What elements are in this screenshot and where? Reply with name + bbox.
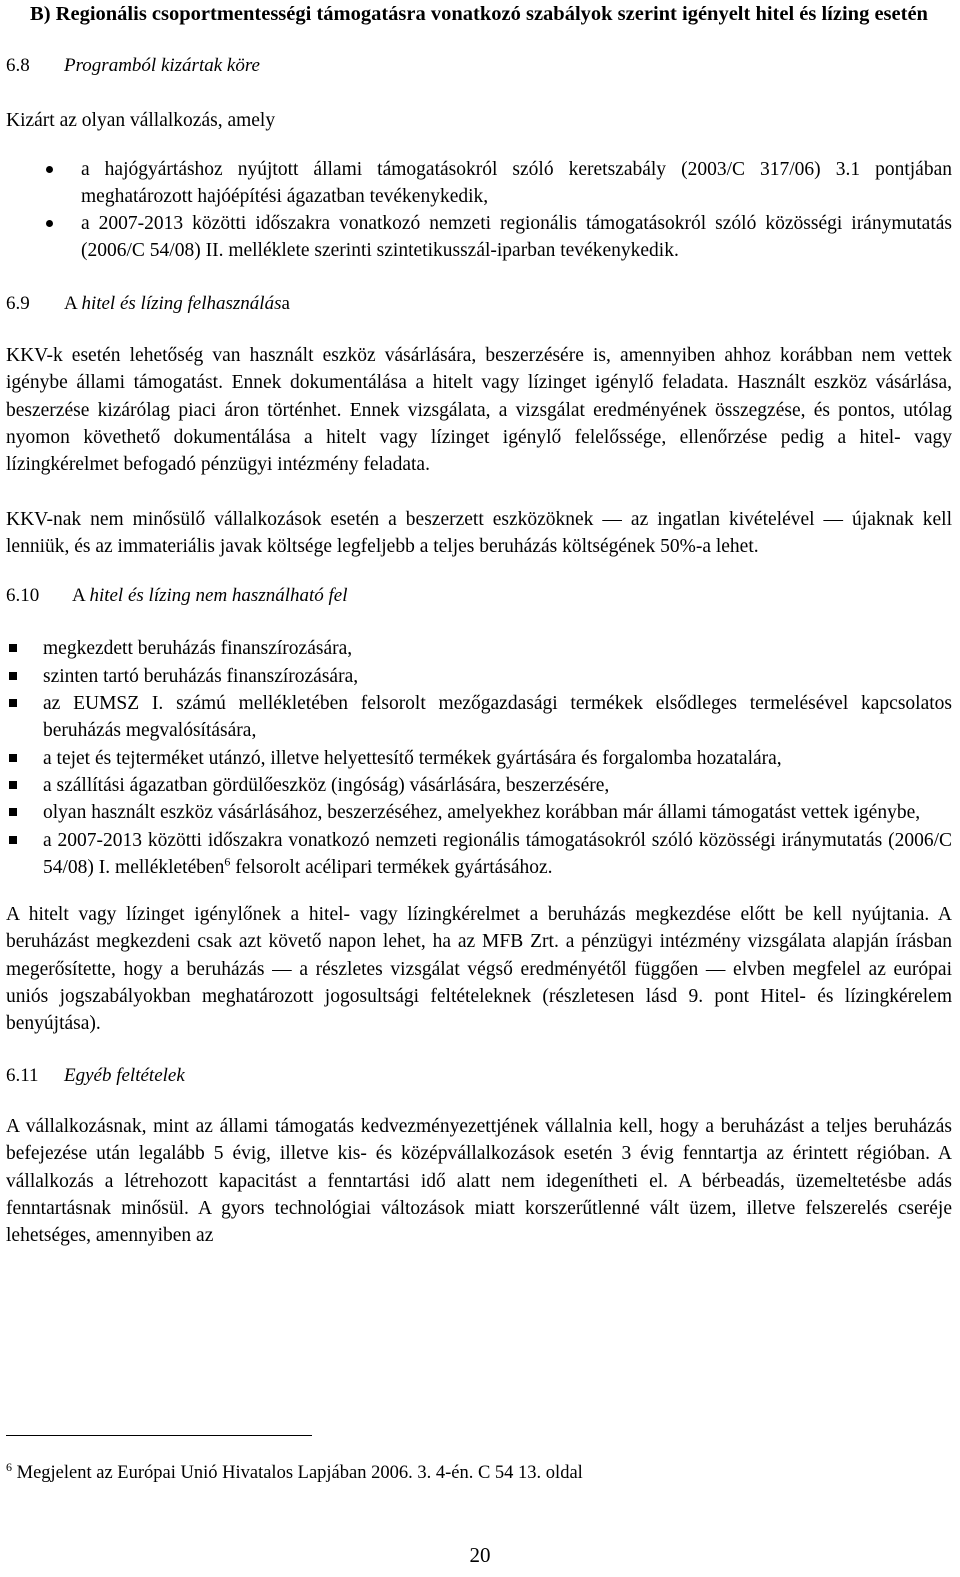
list-item: a tejet és tejterméket utánzó, illetve helyettesítő termékek gyártására és forgalomba hozatalára, bbox=[6, 745, 952, 772]
footnote-divider bbox=[6, 1435, 312, 1436]
list-item: szinten tartó beruházás finanszírozására, bbox=[6, 663, 952, 690]
square-bullet-icon bbox=[9, 672, 17, 680]
list-item: a hajógyártáshoz nyújtott állami támogatásokról szóló keretszabály (2003/C 317/06) 3.1 pontjában meghatározott hajóépítési ágazatban tevékenykedik, bbox=[6, 156, 952, 211]
bullet-icon bbox=[46, 166, 53, 173]
section-6-9-title: 6.9 A hitel és lízing felhasználása bbox=[6, 292, 290, 314]
list-item: a 2007-2013 közötti időszakra vonatkozó nemzeti regionális támogatásokról szóló közösségi iránymutatás (2006/C 54/08) I. mellékletében$^6$ felsorolt acélipari termékek gyártásához. bbox=[6, 827, 952, 882]
page-number: 20 bbox=[469, 1543, 491, 1567]
bullet-icon bbox=[46, 220, 53, 227]
excluded-list bbox=[6, 156, 952, 265]
section-6-11-paragraph: A vállalkozásnak, mint az állami támogatás kedvezményezettjének vállalnia kell, hogy a beruházást a teljes beruházás befejezése után legalább 5 évig, illetve kis- és középvállalkozások esetén 3 évig fenntartja az érintett régióban. A vállalkozás a létrehozott kapacitást a fenntartási idő alatt nem idegenítheti el. A bérbeadás, üzemeltetésbe adás fenntartásnak minősül. A gyors technológiai változások miatt korszerűtlenné vált üzem, illetve felszerelés cseréje lehetséges, amennyiben az bbox=[6, 1115, 952, 1247]
section-6-8-title: 6.8 Programból kizártak köre bbox=[6, 55, 260, 76]
square-bullet-icon bbox=[9, 808, 17, 816]
section-6-10-paragraph: A hitelt vagy lízinget igénylőnek a hitel- vagy lízingkérelmet a beruházás megkezdése előtt be kell nyújtania. A beruházást megkezdeni csak azt követő napon lehet, ha az MFB Zrt. a pénzügyi intézmény vizsgálata alapján írásban megerősítette, hogy a beruházás ― a részletes vizsgálat végső eredményétől függően ― elvben megfelel az európai uniós jogszabályokban meghatározott jogosultsági feltételeknek (részletesen lásd 9. pont Hitel- és lízingkérelem benyújtása). bbox=[6, 904, 952, 1035]
square-bullet-icon bbox=[9, 699, 17, 707]
footnote-reference[interactable]: 6 bbox=[224, 854, 231, 869]
list-item: a 2007-2013 közötti időszakra vonatkozó nemzeti regionális támogatásokról szóló közösségi iránymutatás (2006/C 54/08) II. melléklete szerinti szintetikusszál-iparban tevékenykedik. bbox=[6, 210, 952, 265]
section-6-9-paragraph-1: KKV-k esetén lehetőség van használt eszköz vásárlására, beszerzésére is, amennyiben ahhoz korábban nem vettek igénybe állami támogatást. Ennek dokumentálása a hitelt vagy lízinget igénylő feladata. Használt eszköz vásárlása, beszerzése kizárólag piaci áron történhet. Ennek vizsgálata, a vizsgálat eredményének összegzése, és pontos, utólag nyomon követhető dokumentálása a hitelt vagy lízinget igénylő felelőssége, ellenőrzése pedig a hitel- vagy lízingkérelmet befogadó pénzügyi intézmény feladata. bbox=[6, 345, 952, 476]
list-item: a szállítási ágazatban gördülőeszköz (ingóság) vásárlására, beszerzésére, bbox=[6, 772, 952, 799]
list-item: az EUMSZ I. számú mellékletében felsorolt mezőgazdasági termékek elsődleges termelésével kapcsolatos beruházás megvalósítására, bbox=[6, 690, 952, 745]
square-bullet-icon bbox=[9, 644, 17, 652]
list-item: megkezdett beruházás finanszírozására, bbox=[6, 635, 952, 662]
page-heading: B) Regionális csoportmentességi támogatásra vonatkozó szabályok szerint igényelt hitel és lízing esetén bbox=[30, 3, 928, 25]
section-6-10-title: 6.10 A hitel és lízing nem használható fel bbox=[6, 585, 348, 607]
section-6-11-title: 6.11 Egyéb feltételek bbox=[6, 1064, 185, 1086]
square-bullet-icon bbox=[9, 781, 17, 789]
square-bullet-icon bbox=[9, 836, 17, 844]
section-6-9-paragraph-2: KKV-nak nem minősülő vállalkozások esetén a beszerzett eszközöknek ― az ingatlan kivételével ― újaknak kell lenniük, és az immateriális javak költsége legfeljebb a teljes beruházás költségének 50%-a lehet. bbox=[6, 508, 952, 557]
document-page bbox=[6, 0, 952, 1249]
square-bullet-icon bbox=[9, 754, 17, 762]
list-item: olyan használt eszköz vásárlásához, beszerzéséhez, amelyekhez korábban már állami támogatást vettek igénybe, bbox=[6, 799, 952, 826]
section-6-8-intro: Kizárt az olyan vállalkozás, amely bbox=[6, 110, 276, 132]
footnote: $^6$ Megjelent az Európai Unió Hivatalos Lapjában 2006. 3. 4-én. C 54 13. oldal bbox=[6, 1459, 583, 1483]
not-usable-list bbox=[6, 635, 952, 881]
